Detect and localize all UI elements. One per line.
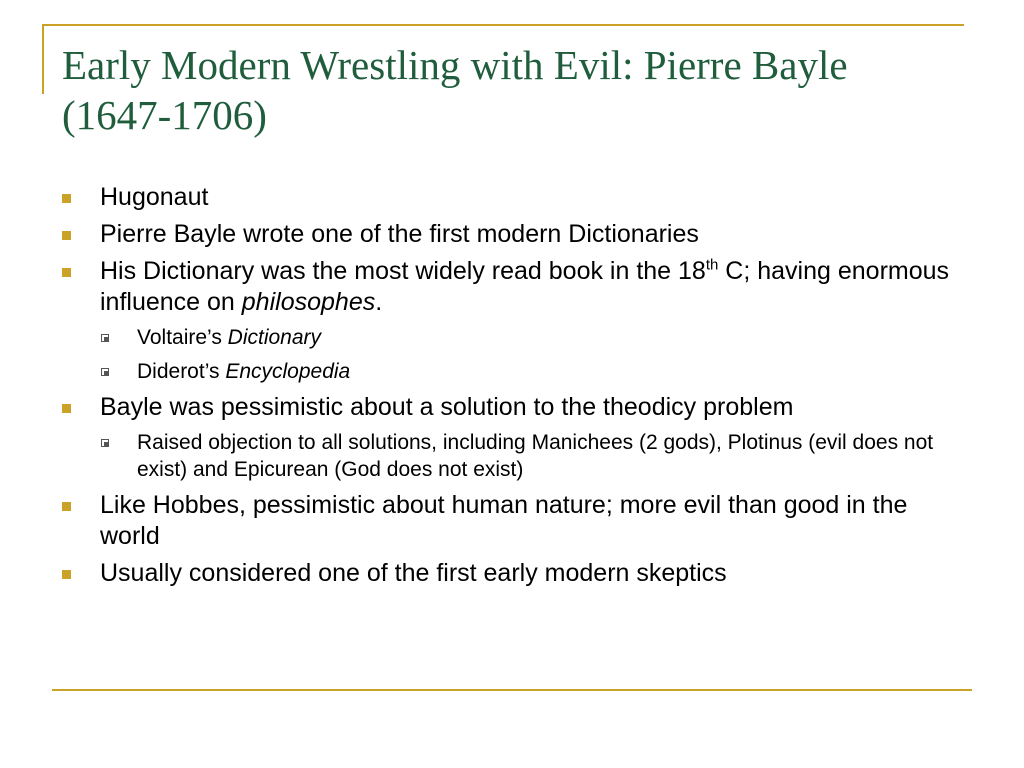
checkbox-bullet-icon — [101, 368, 109, 376]
bullet-item — [62, 558, 962, 589]
square-bullet-icon — [62, 502, 71, 511]
frame-top-accent-line — [42, 24, 964, 26]
frame-bottom-accent-line — [52, 689, 972, 691]
italic-term: philosophes — [241, 288, 376, 316]
bullet-text: Like Hobbes, pessimistic about human nature; more evil than good in the world — [100, 491, 908, 550]
italic-title: Encyclopedia — [225, 360, 351, 383]
checkbox-bullet-icon — [101, 439, 109, 447]
slide-title: Early Modern Wrestling with Evil: Pierre Bayle (1647-1706) — [62, 42, 848, 138]
checkbox-bullet-icon — [101, 334, 109, 342]
bullet-item — [62, 392, 962, 423]
bullet-item — [62, 490, 962, 552]
square-bullet-icon — [62, 231, 71, 240]
bullet-text-continued: C; having enormous influence on — [100, 257, 950, 316]
italic-title: Dictionary — [227, 326, 322, 349]
superscript-ordinal: th — [705, 256, 719, 274]
bullet-text: Bayle was pessimistic about a solution to the theodicy problem — [100, 393, 794, 421]
bullet-item — [62, 219, 962, 250]
square-bullet-icon — [62, 194, 71, 203]
square-bullet-icon — [62, 570, 71, 579]
sub-bullet-item — [62, 429, 962, 483]
bullet-text: Usually considered one of the first early modern skeptics — [100, 559, 727, 587]
square-bullet-icon — [62, 268, 71, 277]
bullet-item — [62, 182, 962, 213]
slide-body — [62, 182, 962, 595]
bullet-text-end: . — [375, 288, 383, 316]
sub-bullet-item — [62, 358, 962, 385]
bullet-text: His Dictionary was the most widely read book in the 18 — [100, 257, 706, 285]
sub-bullet-text: Voltaire’s — [137, 326, 228, 349]
sub-bullet-text: Diderot’s — [137, 360, 226, 383]
bullet-text: Hugonaut — [100, 183, 209, 211]
bullet-text: Pierre Bayle wrote one of the first modern Dictionaries — [100, 220, 699, 248]
sub-bullet-item — [62, 324, 962, 351]
bullet-item — [62, 256, 962, 318]
frame-left-accent-line — [42, 24, 44, 94]
sub-bullet-text: Raised objection to all solutions, including Manichees (2 gods), Plotinus (evil does not exist) and Epicurean (God does not exist) — [137, 431, 934, 481]
square-bullet-icon — [62, 404, 71, 413]
